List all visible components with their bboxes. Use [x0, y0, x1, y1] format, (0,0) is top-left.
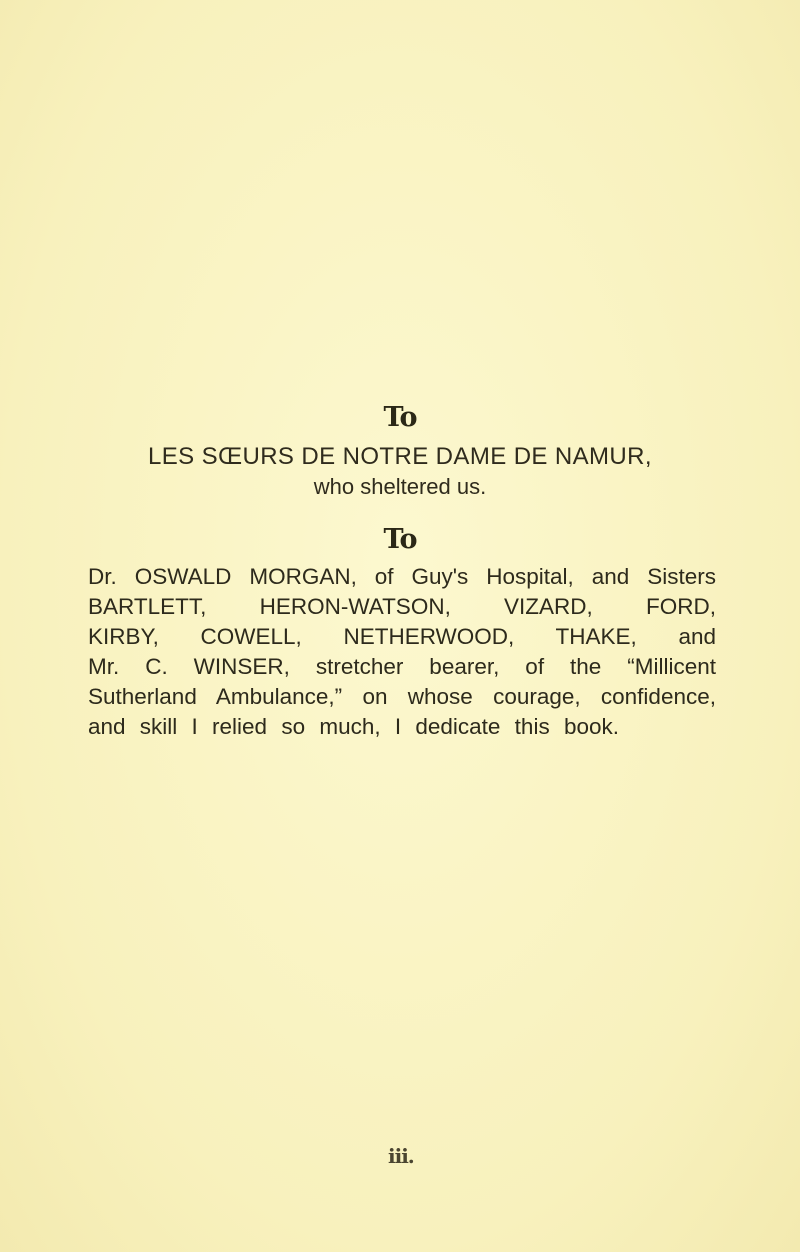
- to-heading-ornamental-second: To: [383, 524, 417, 555]
- dedication-line: Mr. C. WINSER, stretcher bearer, of the “Millicent: [88, 654, 716, 679]
- dedication-paragraph: [88, 562, 716, 742]
- dedication-line: and skill I relied so much, I dedicate this book.: [88, 714, 619, 739]
- dedication-line: KIRBY, COWELL, NETHERWOOD, THAKE, and: [88, 624, 716, 649]
- sisters-subheading: who sheltered us.: [313, 474, 487, 499]
- to-heading-ornamental: To: [383, 402, 417, 433]
- dedication-line: BARTLETT, HERON-WATSON, VIZARD, FORD,: [88, 594, 716, 619]
- dedication-line: Dr. OSWALD MORGAN, of Guy's Hospital, and Sisters: [88, 564, 716, 589]
- dedication-line: Sutherland Ambulance,” on whose courage, confidence,: [88, 684, 716, 709]
- page-number: iii.: [388, 1144, 414, 1168]
- sisters-heading: LES SŒURS DE NOTRE DAME DE NAMUR,: [148, 443, 652, 470]
